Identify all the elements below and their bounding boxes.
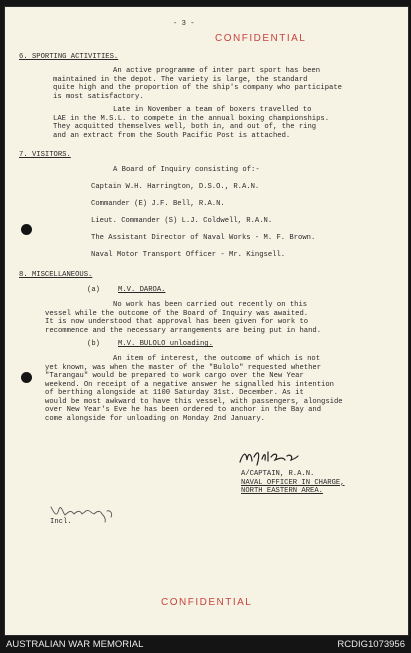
- classification-stamp-top: CONFIDENTIAL: [215, 33, 307, 44]
- sub-b-label: (b): [87, 340, 100, 348]
- signature-title-line1: NAVAL OFFICER IN CHARGE,: [241, 478, 345, 487]
- board-member: The Assistant Director of Naval Works - M. F. Brown.: [91, 234, 316, 242]
- sub-b-line: would be most awkward to have this vessel, with passengers, alongside: [45, 397, 343, 406]
- sub-a-line: No work has been carried out recently on this: [113, 301, 308, 309]
- signature-rank: A/CAPTAIN, R.A.N.: [241, 470, 315, 478]
- officer-signature: [237, 447, 301, 467]
- board-member: Commander (E) J.F. Bell, R.A.N.: [91, 200, 225, 208]
- sub-a-line: It is now understood that approval has been given for work to: [45, 318, 309, 326]
- sub-a-title: M.V. DAROA.: [118, 286, 166, 294]
- board-member: Captain W.H. Harrington, D.S.O., R.A.N.: [91, 183, 260, 191]
- section-6-para1-line: maintained in the depot. The variety is large, the standard: [53, 75, 308, 84]
- sub-b-line: come alongside for unloading on Monday 2nd January.: [45, 414, 265, 423]
- board-member: Lieut. Commander (S) L.J. Coldwell, R.A.N.: [91, 217, 273, 225]
- enclosure-label: Incl.: [50, 518, 72, 526]
- document-page: [4, 6, 409, 636]
- punch-hole: [21, 372, 32, 383]
- sub-b-title: M.V. BULOLO unloading.: [118, 340, 213, 348]
- sub-a-label: (a): [87, 286, 100, 294]
- board-member: Naval Motor Transport Officer - Mr. Kingsell.: [91, 251, 286, 259]
- section-7-intro: A Board of Inquiry consisting of:-: [113, 166, 260, 174]
- section-6-para2-line: LAE in the M.S.L. to compete in the annual boxing championships.: [53, 114, 330, 123]
- punch-hole: [21, 224, 32, 235]
- archive-footer: [0, 637, 411, 653]
- footer-source: AUSTRALIAN WAR MEMORIAL: [6, 639, 144, 650]
- sub-b-line: "Tarangau" would be prepared to work cargo over the New Year: [45, 372, 304, 380]
- section-6-para1-line: is most satisfactory.: [53, 92, 144, 101]
- sub-b-line: of berthing alongside at 1100 Saturday 31st. December. As it: [45, 389, 304, 397]
- sub-a-line: vessel while the outcome of the Board of Inquiry was awaited.: [45, 309, 309, 318]
- section-6-heading: 6. SPORTING ACTIVITIES.: [19, 53, 119, 61]
- section-8-heading: 8. MISCELLANEOUS.: [19, 271, 93, 279]
- section-6-para2-line: They acquitted themselves well, both in, and out of, the ring: [53, 123, 317, 131]
- sub-b-line: yet known, was when the master of the "Bulolo" requested whether: [45, 363, 322, 372]
- sub-b-line: over New Year's Eve he has been ordered to anchor in the Bay and: [45, 406, 322, 414]
- signature-title-line2: NORTH EASTERN AREA.: [241, 487, 323, 495]
- section-6-para1-line: quite high and the proportion of the ship's company who participate: [53, 84, 342, 92]
- section-6-para1-line: An active programme of inter part sport has been: [113, 67, 321, 75]
- section-7-heading: 7. VISITORS.: [19, 151, 71, 159]
- footer-record-id: RCDIG1073956: [337, 639, 405, 650]
- page-number: - 3 -: [173, 20, 195, 28]
- sub-b-line: weekend. On receipt of a negative answer he signalled his intention: [45, 380, 334, 389]
- section-6-para2-line: and an extract from the South Pacific Post is attached.: [53, 131, 291, 140]
- sub-b-line: An item of interest, the outcome of which is not: [113, 355, 321, 363]
- sub-a-line: recommence and the necessary arrangements are being put in hand.: [45, 326, 322, 335]
- classification-stamp-bottom: CONFIDENTIAL: [161, 597, 253, 608]
- section-6-para2-line: Late in November a team of boxers travelled to: [113, 106, 312, 114]
